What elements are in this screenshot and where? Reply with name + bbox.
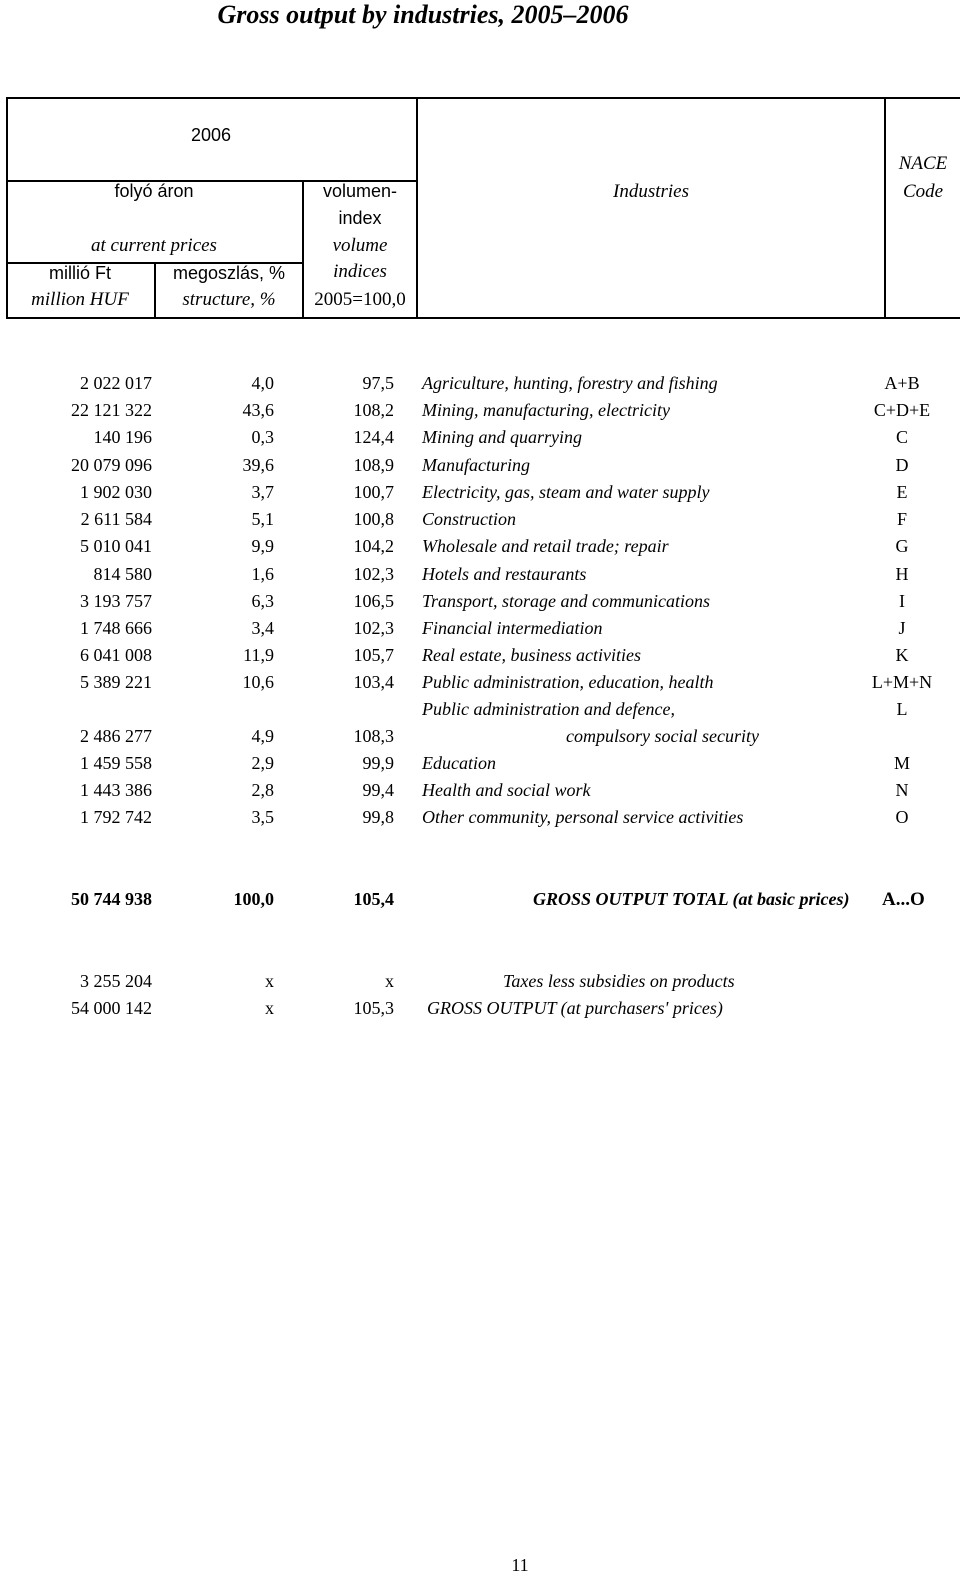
- table-row: [0, 564, 960, 591]
- cell-value: 140 196: [93, 427, 152, 447]
- cell-industry: Financial intermediation: [422, 618, 603, 638]
- table-row: [0, 591, 960, 618]
- cell-industry: Taxes less subsidies on products: [503, 971, 735, 991]
- cell-index: 99,8: [362, 807, 394, 827]
- cell-industry: Agriculture, hunting, forestry and fishing: [422, 373, 718, 393]
- header-col2-hu: megoszlás, %: [172, 263, 286, 283]
- cell-value: 1 902 030: [80, 482, 152, 502]
- cell-structure: 0,3: [251, 427, 274, 447]
- cell-index: 105,3: [353, 998, 394, 1018]
- cell-industry: Mining and quarrying: [422, 427, 582, 447]
- header-industries: Industries: [613, 181, 689, 202]
- cell-code: I: [899, 591, 905, 611]
- cell-code: L+M+N: [871, 672, 933, 692]
- cell-industry: Public administration, education, health: [422, 672, 714, 692]
- cell-industry: Education: [422, 753, 496, 773]
- table-row: [0, 618, 960, 645]
- total-row: [0, 889, 960, 916]
- total-industry: GROSS OUTPUT TOTAL (at basic prices): [533, 889, 850, 909]
- cell-index: 104,2: [353, 536, 394, 556]
- header-bottom-border: [6, 317, 960, 319]
- cell-industry: Construction: [422, 509, 517, 529]
- cell-structure: 4,9: [251, 726, 274, 746]
- cell-industry: compulsory social security: [566, 726, 759, 746]
- cell-index: 108,9: [353, 455, 394, 475]
- header-col3-en-1: volume: [332, 235, 388, 256]
- table-row: [0, 726, 960, 753]
- cell-index: 97,5: [362, 373, 394, 393]
- cell-industry: Manufacturing: [422, 455, 530, 475]
- cell-code: J: [898, 618, 906, 638]
- table-row: [0, 373, 960, 400]
- cell-industry: Wholesale and retail trade; repair: [422, 536, 669, 556]
- table-row: [0, 645, 960, 672]
- cell-code: C+D+E: [873, 400, 931, 420]
- cell-value: 1 792 742: [80, 807, 152, 827]
- cell-value: 2 022 017: [80, 373, 152, 393]
- table-row: [0, 427, 960, 454]
- cell-value: 814 580: [93, 564, 152, 584]
- cell-value: 3 255 204: [80, 971, 152, 991]
- cell-code: D: [895, 455, 909, 475]
- cell-code: H: [895, 564, 909, 584]
- cell-code: O: [895, 807, 909, 827]
- header-col3-hu-2: index: [338, 208, 382, 228]
- cell-structure: x: [265, 971, 274, 991]
- header-col3-en-2: indices: [333, 261, 387, 282]
- cell-value: 2 486 277: [80, 726, 152, 746]
- table-row: [0, 482, 960, 509]
- cell-index: 106,5: [353, 591, 394, 611]
- cell-value: 20 079 096: [71, 455, 152, 475]
- extra-row: [0, 998, 960, 1025]
- cell-structure: 43,6: [242, 400, 274, 420]
- cell-code: L: [896, 699, 908, 719]
- cell-code: A+B: [884, 373, 920, 393]
- cell-index: 100,7: [353, 482, 394, 502]
- table-row: [0, 455, 960, 482]
- cell-value: 1 459 558: [80, 753, 152, 773]
- total-code: A...O: [882, 889, 925, 910]
- cell-code: K: [895, 645, 909, 665]
- header-col1-en: million HUF: [31, 289, 129, 310]
- cell-structure: 9,9: [251, 536, 274, 556]
- page-number: 11: [511, 1555, 529, 1575]
- cell-index: 124,4: [353, 427, 394, 447]
- table-row: [0, 753, 960, 780]
- header-current-prices-hu: folyó áron: [114, 181, 194, 201]
- cell-value: 5 389 221: [80, 672, 152, 692]
- table-row: [0, 699, 960, 726]
- cell-index: 105,7: [353, 645, 394, 665]
- cell-industry: Real estate, business activities: [422, 645, 641, 665]
- cell-code: G: [895, 536, 909, 556]
- cell-index: 99,4: [362, 780, 394, 800]
- total-value: 50 744 938: [71, 889, 152, 909]
- cell-industry: GROSS OUTPUT (at purchasers' prices): [427, 998, 723, 1018]
- table-row: [0, 536, 960, 563]
- table-row: [0, 509, 960, 536]
- cell-structure: 3,7: [251, 482, 274, 502]
- table-row: [0, 807, 960, 834]
- header-divider-nace: [884, 97, 886, 319]
- header-col1-hu: millió Ft: [49, 263, 111, 283]
- header-year: 2006: [190, 125, 232, 145]
- cell-industry: Hotels and restaurants: [422, 564, 587, 584]
- total-structure: 100,0: [233, 889, 274, 909]
- cell-index: 99,9: [362, 753, 394, 773]
- cell-value: 3 193 757: [80, 591, 152, 611]
- cell-structure: 1,6: [251, 564, 274, 584]
- header-divider-values: [416, 97, 418, 319]
- total-index: 105,4: [353, 889, 394, 909]
- table-row: [0, 400, 960, 427]
- cell-index: 102,3: [353, 618, 394, 638]
- cell-structure: 11,9: [243, 645, 274, 665]
- cell-value: 1 748 666: [80, 618, 152, 638]
- cell-structure: 2,8: [251, 780, 274, 800]
- page-title: Gross output by industries, 2005–2006: [217, 0, 629, 29]
- cell-value: 2 611 584: [80, 509, 152, 529]
- header-current-prices-en: at current prices: [91, 235, 217, 256]
- table-row: [0, 780, 960, 807]
- cell-index: 100,8: [353, 509, 394, 529]
- cell-code: N: [895, 780, 909, 800]
- cell-structure: 3,4: [251, 618, 274, 638]
- cell-index: 103,4: [353, 672, 394, 692]
- cell-structure: 39,6: [242, 455, 274, 475]
- cell-structure: 4,0: [251, 373, 274, 393]
- cell-code: F: [896, 509, 907, 529]
- cell-code: M: [893, 753, 910, 773]
- table-header: [6, 97, 960, 319]
- cell-code: C: [895, 427, 908, 447]
- cell-index: x: [385, 971, 394, 991]
- cell-value: 6 041 008: [80, 645, 152, 665]
- cell-structure: 10,6: [242, 672, 274, 692]
- header-col2-en: structure, %: [182, 289, 276, 310]
- cell-code: E: [896, 482, 908, 502]
- cell-structure: 6,3: [251, 591, 274, 611]
- cell-value: 1 443 386: [80, 780, 152, 800]
- cell-industry: Health and social work: [422, 780, 591, 800]
- cell-industry: Mining, manufacturing, electricity: [422, 400, 670, 420]
- cell-index: 108,3: [353, 726, 394, 746]
- table-row: [0, 672, 960, 699]
- header-top-border: [6, 97, 960, 99]
- extra-row: [0, 971, 960, 998]
- header-col3-hu-1: volumen-: [322, 181, 398, 201]
- cell-value: 54 000 142: [71, 998, 152, 1018]
- cell-industry: Public administration and defence,: [422, 699, 675, 719]
- cell-value: 22 121 322: [71, 400, 152, 420]
- cell-value: 5 010 041: [80, 536, 152, 556]
- cell-industry: Transport, storage and communications: [422, 591, 711, 611]
- cell-structure: 2,9: [251, 753, 274, 773]
- cell-industry: Electricity, gas, steam and water supply: [422, 482, 710, 502]
- cell-structure: 3,5: [251, 807, 274, 827]
- cell-structure: 5,1: [251, 509, 274, 529]
- cell-structure: x: [265, 998, 274, 1018]
- cell-index: 102,3: [353, 564, 394, 584]
- header-col3-base: 2005=100,0: [314, 289, 406, 310]
- header-nace-1: NACE: [898, 153, 948, 174]
- cell-index: 108,2: [353, 400, 394, 420]
- cell-industry: Other community, personal service activities: [422, 807, 744, 827]
- header-nace-2: Code: [902, 181, 944, 202]
